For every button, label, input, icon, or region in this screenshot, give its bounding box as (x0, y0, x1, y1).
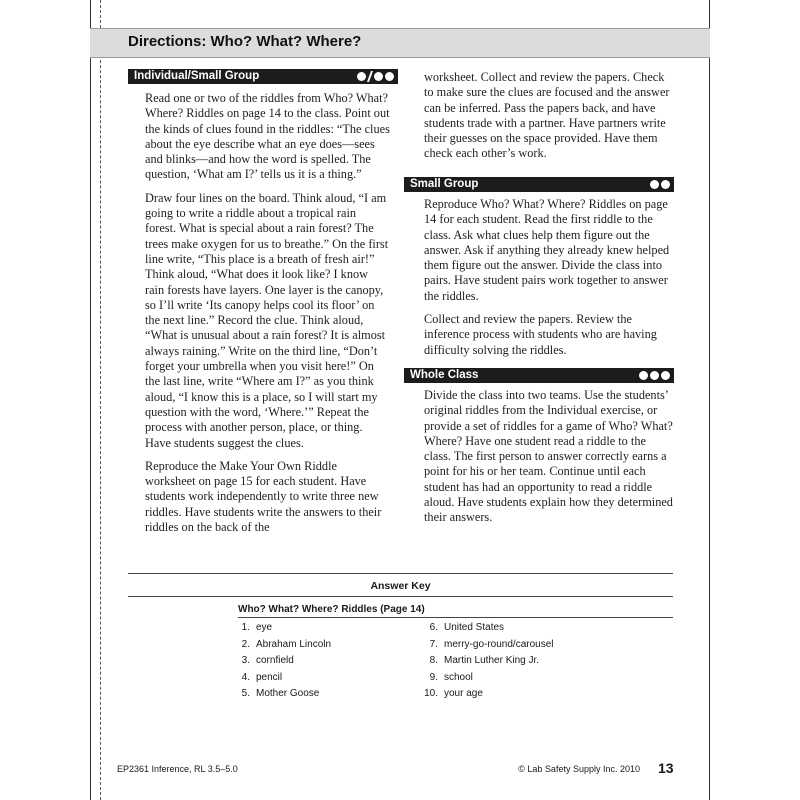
answer-item: 2. Abraham Lincoln (241, 638, 332, 650)
answer-item: 4. pencil (241, 671, 283, 683)
answer-item: 5. Mother Goose (241, 688, 320, 700)
answer-item: 8. Martin Luther King Jr. (429, 655, 540, 667)
answer-key-title: Answer Key (370, 580, 431, 592)
section-bar-whole-class (404, 368, 674, 383)
section-label-small-group: Small Group (410, 178, 479, 190)
answer-item: 6. United States (429, 622, 505, 633)
paragraph: Collect and review the papers. Review the inference process with students who are having difficulty solving the riddles. (424, 312, 657, 357)
whole-class-text (424, 388, 674, 534)
section-label-individual: Individual/Small Group (134, 70, 260, 82)
answer-key-subtitle: Who? What? Where? Riddles (Page 14) (238, 604, 425, 615)
paragraph: Read one or two of the riddles from Who? What? Where? Riddles on page 14 to the class. Point out the kinds of clues found in the riddles: “The clues about the eye describe what an eye does—sees and blinks—and how the word is spelled. The question, ‘What am I?’ tells us it is a thing.” (145, 91, 390, 182)
two-circles-icon (650, 179, 670, 190)
answer-list-right (414, 620, 554, 703)
paragraph: Reproduce the Make Your Own Riddle worksheet on page 15 for each student. Have students work independently to write three new riddles. Have students write the answers to their riddles on the back of the (145, 458, 382, 535)
section-bar-individual (128, 69, 398, 84)
paragraph: Divide the class into two teams. Use the students’ original riddles from the Individual exercise, or provide a set of riddles for a game of Who? What? Where? Have one student read a riddle to the class. The first person to answer correctly earns a point for his or her team. Continue until each student has had an opportunity to read a riddle aloud. Have students explain how they determined their answers. (424, 388, 673, 525)
cut-line (100, 0, 101, 800)
three-circles-icon (639, 370, 670, 381)
page-title: Directions: Who? What? Where? (128, 33, 362, 50)
footer-catalog: EP2361 Inference, RL 3.5–5.0 (117, 764, 238, 774)
answer-key-rule (128, 573, 673, 574)
section-bar-small-group (404, 177, 674, 192)
answer-key-rule (128, 596, 673, 597)
paragraph: worksheet. Collect and review the papers. Check to make sure the clues are focused and the answer can be inferred. Pass the papers back, and have students trade with a partner. Have partners write their guesses on the space provided. Have them check each other’s work. (424, 70, 670, 161)
section-label-whole-class: Whole Class (410, 369, 479, 381)
individual-text-continued (424, 70, 674, 170)
small-group-text (424, 197, 674, 366)
individual-group-icon (357, 71, 394, 82)
answer-item: 7. merry-go-round/carousel (429, 638, 554, 650)
answer-list-left (226, 620, 331, 703)
page-number: 13 (658, 760, 674, 776)
answer-key-underline (238, 617, 673, 618)
paragraph: Reproduce Who? What? Where? Riddles on page 14 for each student. Read the first riddle to the class. Ask what clues help them figure out the answer. Ask if anything they already knew helped them figure out the answer. Divide the class into pairs. Have student pairs work together to answer the riddles. (424, 197, 670, 303)
paragraph: Draw four lines on the board. Think aloud, “I am going to write a riddle about a tropical rain forest. What is special about a rain forest? The trees make oxygen for us to breathe.” On the first line write, “This place is a breath of fresh air!” Think aloud, “What does it look like? I know rain forests have layers. One layer is the canopy, so I’ll write ‘Its canopy helps cool its floor’ on the next line.” Record the clue. Think aloud, “What is unusual about a rain forest? It is almost always raining.” Write on the third line, “Don’t forget your umbrella when you visit here!” On the last line, write “Where am I?” as you think aloud, “I know this is a place, so I will start my question with the word, ‘Where.’” Repeat the process with another person, place, or thing. Have students suggest the clues. (145, 190, 389, 450)
footer-copyright: © Lab Safety Supply Inc. 2010 (518, 764, 640, 774)
answer-item: 10. your age (424, 688, 483, 700)
answer-item: 1. eye (241, 622, 273, 633)
answer-item: 3. cornfield (241, 655, 294, 667)
individual-text (145, 91, 390, 543)
answer-item: 9. school (429, 671, 473, 683)
